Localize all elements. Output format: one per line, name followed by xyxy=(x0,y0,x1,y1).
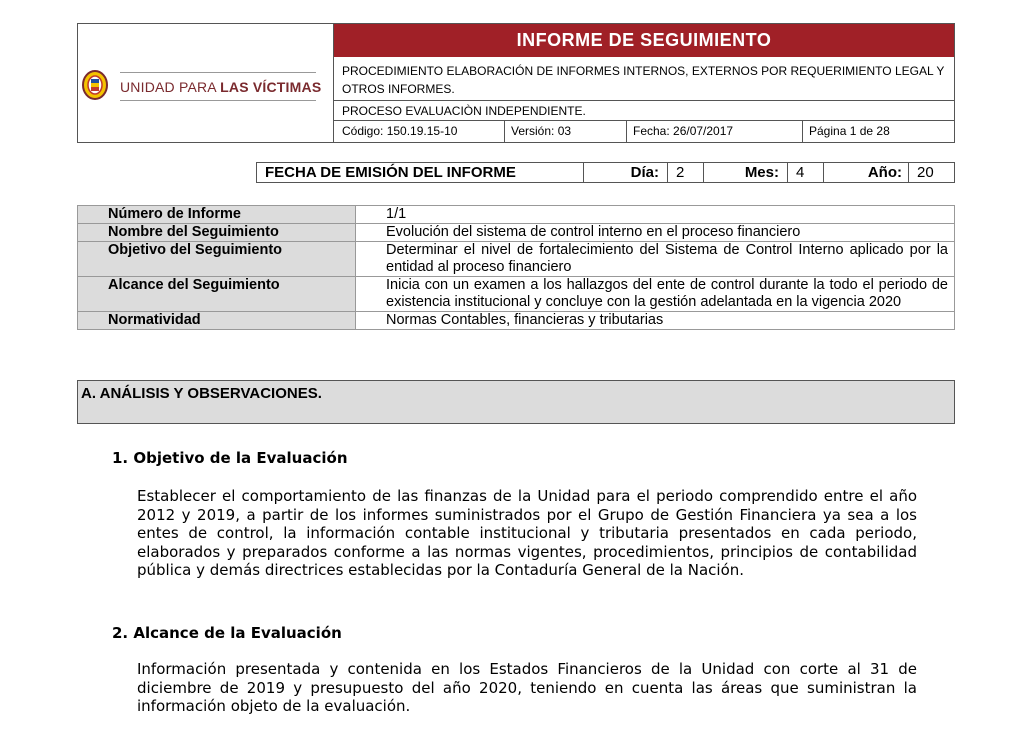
section-1-heading: 1. Objetivo de la Evaluación xyxy=(112,449,348,467)
table-row xyxy=(78,206,955,224)
table-row xyxy=(78,242,955,277)
logo-rule-bottom xyxy=(120,100,316,101)
day-value: 2 xyxy=(667,163,703,182)
issue-date-label: FECHA DE EMISIÓN DEL INFORME xyxy=(265,164,516,181)
tracking-name-value: Evolución del sistema de control interno en el proceso financiero xyxy=(356,224,955,242)
month-label: Mes: xyxy=(703,163,787,182)
year-value: 20 xyxy=(908,163,954,182)
section-1-text: Establecer el comportamiento de las finanzas de la Unidad para el periodo comprendido entre el año 2012 y 2019, a partir de los informes suministrados por el Grupo de Gestión Financiera ya sea a los entes de control, la información contable institucional y tributaria presentados en cada periodo, elaborados y preparados conforme a las normas vigentes, procedimientos, principios de contabilidad pública y demás directrices establecidas por la Contaduría General de la Nación. xyxy=(137,487,917,579)
logo-rule-top xyxy=(120,72,316,73)
report-info-table xyxy=(77,205,955,330)
section-2-text: Información presentada y contenida en los Estados Financieros de la Unidad con corte al 31 de diciembre de 2019 y presupuesto del año 2020, teniendo en cuenta las áreas que suministran la información objeto de la evaluación. xyxy=(137,660,917,715)
regulations-value: Normas Contables, financieras y tributarias xyxy=(356,312,955,330)
issue-date-bar xyxy=(256,162,955,183)
tracking-scope-label: Alcance del Seguimiento xyxy=(78,277,356,312)
procedure-name: PROCEDIMIENTO ELABORACIÓN DE INFORMES INTERNOS, EXTERNOS POR REQUERIMIENTO LEGAL Y OTROS INFORMES. xyxy=(334,57,954,101)
document-version: Versión: 03 xyxy=(504,121,626,142)
document-date: Fecha: 26/07/2017 xyxy=(626,121,802,142)
document-code: Código: 150.19.15-10 xyxy=(342,124,458,138)
tracking-objective-value: Determinar el nivel de fortalecimiento del Sistema de Control Interno aplicado por la entidad al proceso financiero xyxy=(356,242,955,277)
document-header xyxy=(77,23,955,143)
month-value: 4 xyxy=(787,163,823,182)
section-a-title: A. ANÁLISIS Y OBSERVACIONES. xyxy=(77,380,955,424)
process-name: PROCESO EVALUACIÒN INDEPENDIENTE. xyxy=(334,101,954,121)
table-row xyxy=(78,312,955,330)
page-number: Página 1 de 28 xyxy=(802,121,954,142)
logo-area xyxy=(78,24,334,142)
tracking-scope-value: Inicia con un examen a los hallazgos del ente de control durante la todo el periodo de existencia institucional y concluye con la gestión adelantada en la vigencia 2020 xyxy=(356,277,955,312)
day-label: Día: xyxy=(583,163,667,182)
regulations-label: Normatividad xyxy=(78,312,356,330)
report-title: INFORME DE SEGUIMIENTO xyxy=(334,24,954,57)
year-label: Año: xyxy=(823,163,908,182)
section-2-heading: 2. Alcance de la Evaluación xyxy=(112,624,342,642)
table-row xyxy=(78,277,955,312)
logo-text: UNIDAD PARA LAS VÍCTIMAS xyxy=(120,79,322,95)
report-number-value: 1/1 xyxy=(356,206,955,224)
report-number-label: Número de Informe xyxy=(78,206,356,224)
table-row xyxy=(78,224,955,242)
tracking-name-label: Nombre del Seguimiento xyxy=(78,224,356,242)
document-meta xyxy=(334,121,954,142)
colombia-crest-icon xyxy=(82,70,108,100)
tracking-objective-label: Objetivo del Seguimiento xyxy=(78,242,356,277)
